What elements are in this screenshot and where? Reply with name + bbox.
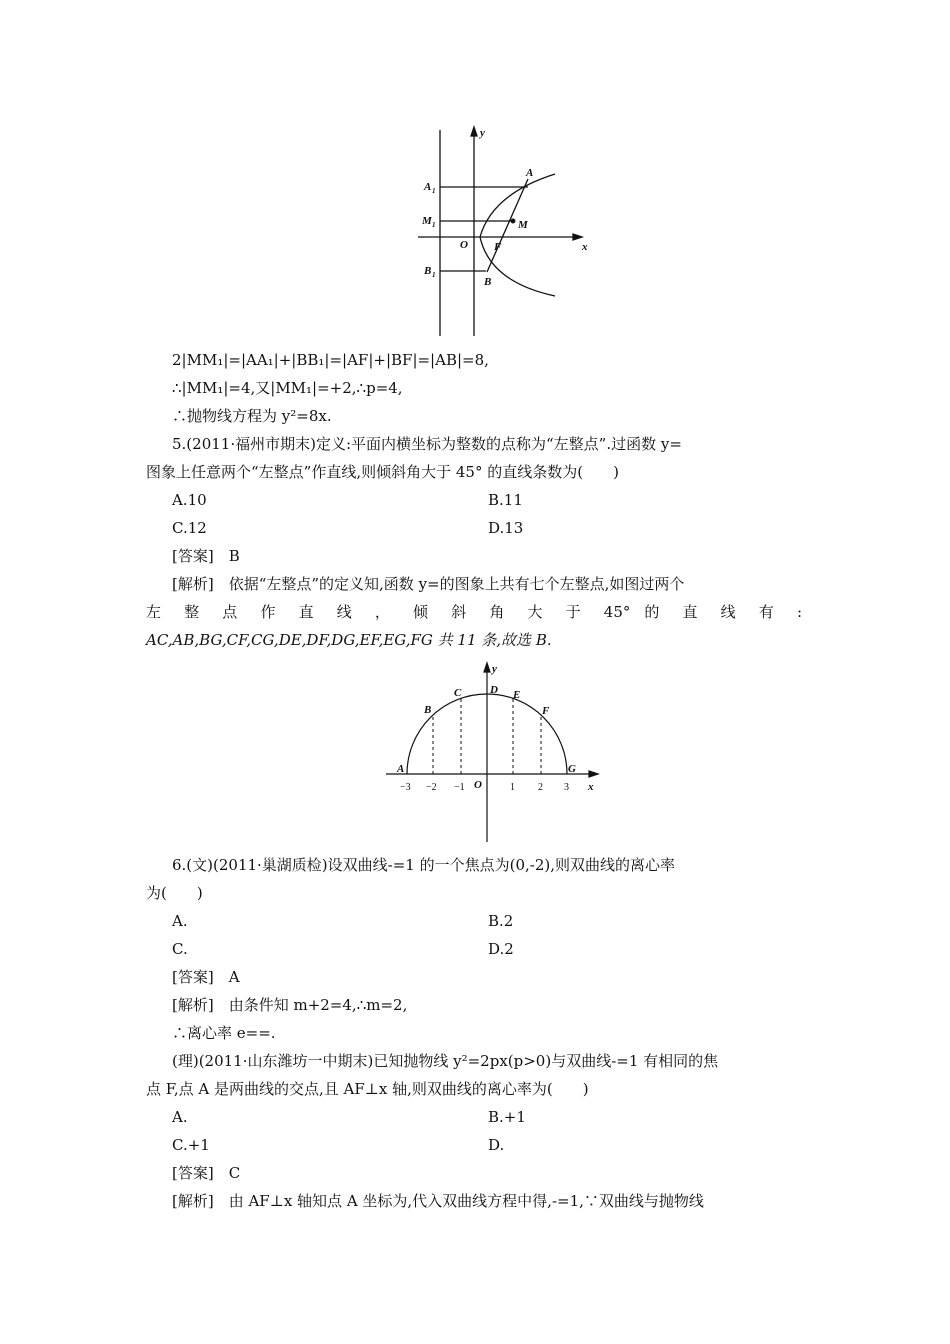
tick-2: 2 bbox=[538, 782, 543, 793]
label-M: M bbox=[518, 219, 528, 231]
parabola-figure bbox=[410, 124, 610, 339]
derivation-line-2: ∴|MM₁|=4,又|MM₁|=+2,∴p=4, bbox=[172, 379, 403, 397]
tick-neg3: −3 bbox=[400, 782, 411, 793]
q6-explanation-1: [解析] 由条件知 m+2=4,∴m=2, bbox=[172, 996, 408, 1014]
q7-stem-2: 点 F,点 A 是两曲线的交点,且 AF⊥x 轴,则双曲线的离心率为( ) bbox=[146, 1080, 589, 1098]
tick-neg1: −1 bbox=[454, 782, 465, 793]
label-B: B bbox=[484, 276, 492, 288]
tick-neg2: −2 bbox=[426, 782, 437, 793]
point-B: B bbox=[424, 704, 432, 716]
q6-option-d: D.2 bbox=[488, 940, 514, 958]
q7-option-d: D. bbox=[488, 1136, 505, 1154]
point-F: F bbox=[542, 705, 550, 717]
derivation-line-3: ∴抛物线方程为 y²=8x. bbox=[172, 407, 332, 425]
q5-answer: [答案] B bbox=[172, 547, 240, 565]
label-B1: B bbox=[424, 265, 432, 277]
derivation-line-1: 2|MM₁|=|AA₁|+|BB₁|=|AF|+|BF|=|AB|=8, bbox=[172, 351, 489, 369]
point-G: G bbox=[568, 763, 576, 775]
q5-explanation-2: 左 整 点 作 直 线 ， 倾 斜 角 大 于 45° 的 直 线 有 : bbox=[146, 603, 802, 621]
x-arrow bbox=[589, 771, 598, 777]
q6-option-c: C. bbox=[172, 940, 188, 958]
q6-explanation-2: ∴离心率 e==. bbox=[172, 1024, 276, 1042]
q5-option-b: B.11 bbox=[488, 491, 523, 509]
label-A: A bbox=[526, 167, 534, 179]
label-B1-sub: 1 bbox=[432, 271, 436, 279]
q6-option-a: A. bbox=[172, 912, 188, 930]
q7-answer: [答案] C bbox=[172, 1164, 241, 1182]
q6-answer: [答案] A bbox=[172, 968, 240, 986]
y-arrow bbox=[471, 127, 477, 136]
q6-stem-2: 为( ) bbox=[146, 884, 203, 902]
label-A1-sub: 1 bbox=[432, 187, 436, 195]
q5-stem-1: 5.(2011·福州市期末)定义:平面内横坐标为整数的点称为“左整点”.过函数 y= bbox=[172, 435, 682, 453]
q5-option-d: D.13 bbox=[488, 519, 524, 537]
q7-option-c: C.+1 bbox=[172, 1136, 210, 1154]
tick-1: 1 bbox=[510, 782, 515, 793]
point-D: D bbox=[490, 684, 498, 696]
tick-3: 3 bbox=[564, 782, 569, 793]
point-C: C bbox=[454, 687, 462, 699]
label-y: y bbox=[492, 663, 497, 675]
q7-stem-1: (理)(2011·山东潍坊一中期末)已知抛物线 y²=2px(p>0)与双曲线-=1 有相同的焦 bbox=[172, 1052, 719, 1070]
q6-stem-1: 6.(文)(2011·巢湖质检)设双曲线-=1 的一个焦点为(0,-2),则双曲线的离心率 bbox=[172, 856, 676, 874]
label-A1: A bbox=[424, 181, 432, 193]
y-arrow bbox=[484, 663, 490, 672]
q5-option-a: A.10 bbox=[172, 491, 207, 509]
q5-explanation-1: [解析] 依据“左整点”的定义知,函数 y=的图象上共有七个左整点,如图过两个 bbox=[172, 575, 685, 593]
q5-explanation-3: AC,AB,BG,CF,CG,DE,DF,DG,EF,EG,FG 共 11 条,故选 B. bbox=[146, 631, 552, 649]
x-arrow bbox=[573, 234, 582, 240]
q7-option-b: B.+1 bbox=[488, 1108, 526, 1126]
point-A: A bbox=[397, 763, 405, 775]
label-M1: M bbox=[422, 215, 432, 227]
label-y: y bbox=[480, 127, 485, 139]
q5-option-c: C.12 bbox=[172, 519, 207, 537]
label-O: O bbox=[460, 239, 468, 251]
q7-explanation-1: [解析] 由 AF⊥x 轴知点 A 坐标为,代入双曲线方程中得,-=1,∵双曲线与抛物线 bbox=[172, 1192, 704, 1210]
q6-option-b: B.2 bbox=[488, 912, 514, 930]
q5-stem-2: 图象上任意两个“左整点”作直线,则倾斜角大于 45° 的直线条数为( ) bbox=[146, 463, 619, 481]
point-E: E bbox=[513, 689, 521, 701]
semicircle-figure bbox=[380, 660, 600, 845]
q7-option-a: A. bbox=[172, 1108, 188, 1126]
label-x: x bbox=[582, 241, 588, 253]
label-O: O bbox=[474, 779, 482, 791]
label-x: x bbox=[588, 781, 594, 793]
label-F: F bbox=[494, 241, 502, 253]
label-M1-sub: 1 bbox=[432, 221, 436, 229]
point-M bbox=[511, 219, 515, 223]
